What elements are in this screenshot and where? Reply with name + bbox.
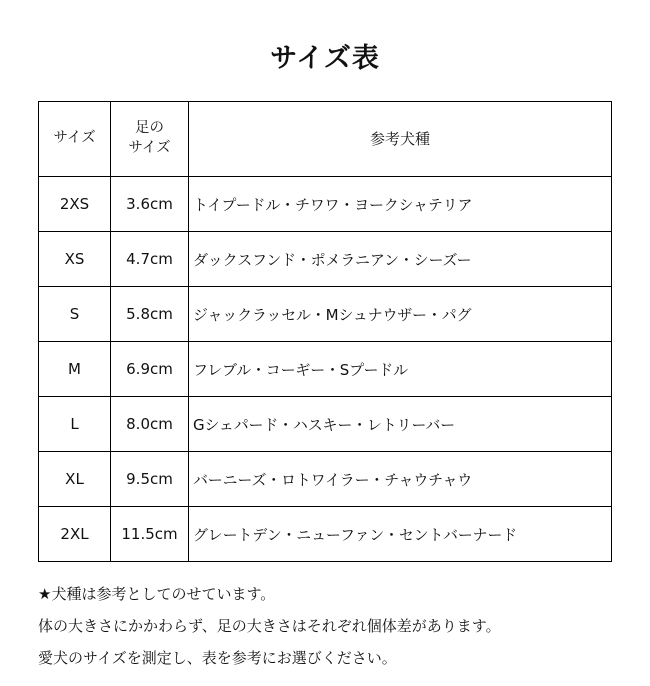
column-header-breed: 参考犬種 — [189, 102, 612, 177]
cell-breed: ダックスフンド・ポメラニアン・シーズー — [189, 232, 612, 287]
column-header-size: サイズ — [39, 102, 111, 177]
page-title: サイズ表 — [270, 43, 380, 74]
cell-breed: バーニーズ・ロトワイラー・チャウチャウ — [189, 452, 612, 507]
cell-breed: フレブル・コーギー・Sプードル — [189, 342, 612, 397]
table-row — [39, 507, 612, 562]
cell-paw-size: 6.9cm — [111, 342, 189, 397]
table-row — [39, 342, 612, 397]
table-row — [39, 177, 612, 232]
cell-size: 2XL — [39, 507, 111, 562]
note-line: 愛犬のサイズを測定し、表を参考にお選びください。 — [38, 648, 397, 667]
cell-size: S — [39, 287, 111, 342]
table-body — [39, 177, 612, 562]
cell-paw-size: 5.8cm — [111, 287, 189, 342]
cell-paw-size: 3.6cm — [111, 177, 189, 232]
notes-section — [0, 562, 650, 669]
table-header-row — [39, 102, 612, 177]
size-table — [38, 101, 612, 562]
column-header-paw-size-line2: サイズ — [128, 140, 171, 156]
column-header-paw-size — [111, 102, 189, 177]
cell-size: 2XS — [39, 177, 111, 232]
cell-size: M — [39, 342, 111, 397]
cell-breed: グレートデン・ニューファン・セントバーナード — [189, 507, 612, 562]
table-row — [39, 397, 612, 452]
cell-paw-size: 4.7cm — [111, 232, 189, 287]
cell-size: L — [39, 397, 111, 452]
table-row — [39, 452, 612, 507]
cell-paw-size: 8.0cm — [111, 397, 189, 452]
cell-breed: ジャックラッセル・Mシュナウザー・パグ — [189, 287, 612, 342]
table-row — [39, 287, 612, 342]
table-header — [39, 102, 612, 177]
column-header-paw-size-line1: 足の — [135, 120, 164, 137]
cell-breed: Gシェパード・ハスキー・レトリーバー — [189, 397, 612, 452]
cell-paw-size: 11.5cm — [111, 507, 189, 562]
table-row — [39, 232, 612, 287]
cell-paw-size: 9.5cm — [111, 452, 189, 507]
cell-size: XL — [39, 452, 111, 507]
size-table-container — [0, 101, 650, 562]
size-chart-page — [0, 36, 650, 686]
note-line: 体の大きさにかかわらず、足の大きさはそれぞれ個体差があります。 — [38, 616, 501, 635]
cell-size: XS — [39, 232, 111, 287]
note-line: ★犬種は参考としてのせています。 — [38, 585, 276, 603]
cell-breed: トイプードル・チワワ・ヨークシャテリア — [189, 177, 612, 232]
